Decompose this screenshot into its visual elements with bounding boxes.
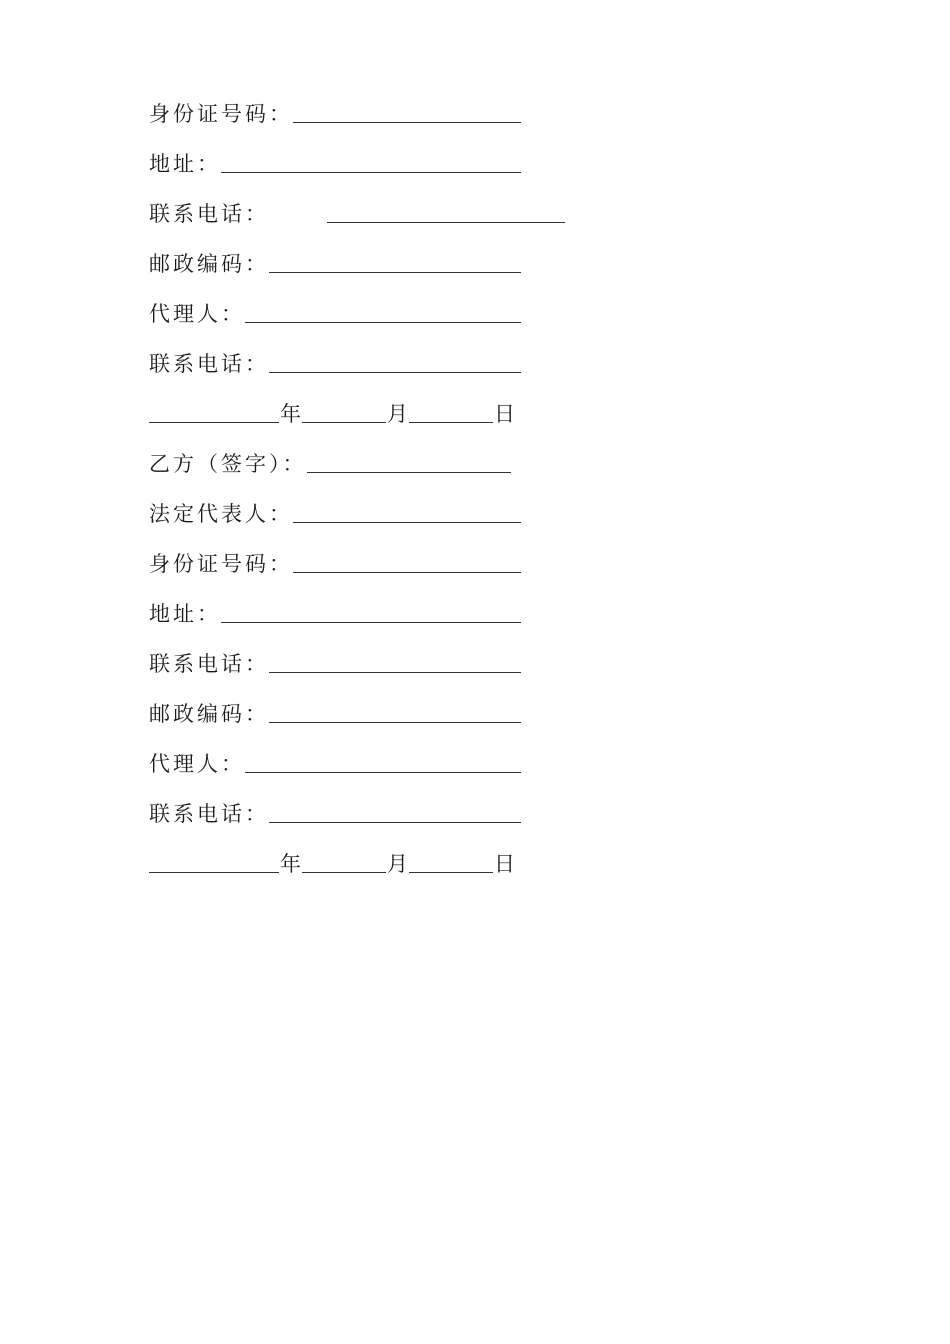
field-legal-rep-b <box>149 496 521 528</box>
fill-blank[interactable] <box>221 602 521 623</box>
fill-blank[interactable] <box>221 152 521 173</box>
field-agent-phone-b <box>149 796 521 828</box>
day-blank[interactable] <box>409 402 493 423</box>
field-id-number-a <box>149 96 521 128</box>
fill-blank[interactable] <box>269 652 521 673</box>
field-postcode-a <box>149 246 521 278</box>
field-label: 代理人： <box>149 302 245 326</box>
day-blank[interactable] <box>409 852 493 873</box>
month-blank[interactable] <box>302 852 386 873</box>
field-label: 身份证号码： <box>149 552 293 576</box>
field-agent-phone-a <box>149 346 521 378</box>
year-blank[interactable] <box>149 852 279 873</box>
field-label: 乙方（签字）： <box>149 452 307 476</box>
field-phone-b <box>149 646 521 678</box>
fill-blank[interactable] <box>269 702 521 723</box>
field-phone-a <box>149 196 565 228</box>
field-label: 地址： <box>149 152 221 176</box>
field-label: 身份证号码： <box>149 102 293 126</box>
field-agent-a <box>149 296 521 328</box>
field-id-number-b <box>149 546 521 578</box>
field-label: 代理人： <box>149 752 245 776</box>
year-unit: 年 <box>280 852 301 876</box>
field-label: 邮政编码： <box>149 252 269 276</box>
fill-blank[interactable] <box>245 302 521 323</box>
fill-blank[interactable] <box>307 452 511 473</box>
month-blank[interactable] <box>302 402 386 423</box>
fill-blank[interactable] <box>269 352 521 373</box>
field-address-b <box>149 596 521 628</box>
year-unit: 年 <box>280 402 301 426</box>
fill-blank[interactable] <box>293 102 521 123</box>
date-line-b <box>149 846 516 878</box>
field-address-a <box>149 146 521 178</box>
fill-blank[interactable] <box>269 802 521 823</box>
date-line-a <box>149 396 516 428</box>
fill-blank[interactable] <box>293 502 521 523</box>
field-label: 地址： <box>149 602 221 626</box>
field-postcode-b <box>149 696 521 728</box>
field-agent-b <box>149 746 521 778</box>
field-label: 联系电话： <box>149 802 269 826</box>
fill-blank[interactable] <box>269 252 521 273</box>
month-unit: 月 <box>387 852 408 876</box>
field-label: 邮政编码： <box>149 702 269 726</box>
field-label: 联系电话： <box>149 352 269 376</box>
field-party-b-signature <box>149 446 511 478</box>
fill-blank[interactable] <box>327 202 565 223</box>
field-label: 联系电话： <box>149 202 269 226</box>
day-unit: 日 <box>494 402 515 426</box>
day-unit: 日 <box>494 852 515 876</box>
year-blank[interactable] <box>149 402 279 423</box>
fill-blank[interactable] <box>293 552 521 573</box>
fill-blank[interactable] <box>245 752 521 773</box>
month-unit: 月 <box>387 402 408 426</box>
field-label: 联系电话： <box>149 652 269 676</box>
field-label: 法定代表人： <box>149 502 293 526</box>
